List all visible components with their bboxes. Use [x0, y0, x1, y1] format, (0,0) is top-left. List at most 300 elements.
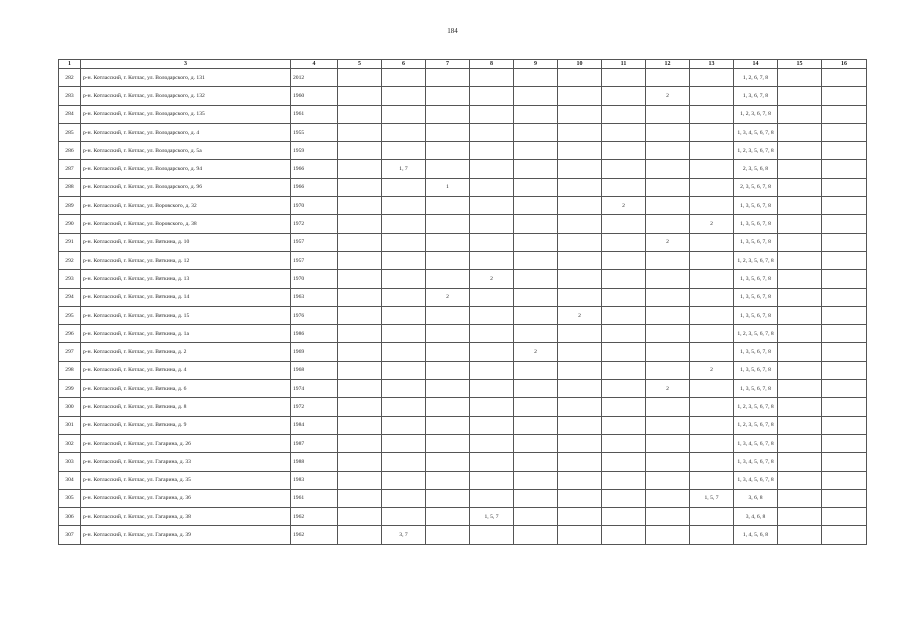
col-11-cell	[602, 160, 646, 178]
col-10-cell	[558, 343, 602, 361]
column-header-16: 16	[822, 60, 867, 69]
col-9-cell	[514, 270, 558, 288]
col-8-cell	[470, 87, 514, 105]
col-7-cell	[426, 453, 470, 471]
col-14-cell: 1, 3, 4, 5, 6, 7, 8	[734, 434, 778, 452]
col-14-cell: 2, 3, 5, 6, 7, 8	[734, 178, 778, 196]
col-7-cell	[426, 471, 470, 489]
col-5-cell	[338, 69, 382, 87]
col-9-cell	[514, 251, 558, 269]
col-12-cell	[646, 197, 690, 215]
table-row	[59, 325, 867, 343]
col-5-cell	[338, 233, 382, 251]
year-cell: 1955	[291, 123, 338, 141]
address-cell: р-н. Котласский, г. Котлас, ул. Вяткина, д. 13	[81, 270, 291, 288]
col-14-cell: 1, 3, 4, 5, 6, 7, 8	[734, 453, 778, 471]
col-7-cell	[426, 142, 470, 160]
table-row	[59, 197, 867, 215]
column-header-1: 1	[59, 60, 81, 69]
table-row	[59, 251, 867, 269]
header-row	[59, 60, 867, 69]
col-14-cell: 1, 3, 5, 6, 7, 8	[734, 380, 778, 398]
col-13-cell	[690, 69, 734, 87]
year-cell: 1972	[291, 215, 338, 233]
col-9-cell	[514, 105, 558, 123]
row-number: 294	[59, 288, 81, 306]
address-cell: р-н. Котласский, г. Котлас, ул. Володарского, д. 5а	[81, 142, 291, 160]
col-13-cell: 2	[690, 361, 734, 379]
address-cell: р-н. Котласский, г. Котлас, ул. Гагарина, д. 35	[81, 471, 291, 489]
row-number: 286	[59, 142, 81, 160]
col-8-cell	[470, 398, 514, 416]
col-5-cell	[338, 508, 382, 526]
row-number: 287	[59, 160, 81, 178]
col-5-cell	[338, 251, 382, 269]
col-16-cell	[822, 215, 867, 233]
col-13-cell	[690, 197, 734, 215]
col-15-cell	[778, 142, 822, 160]
col-10-cell	[558, 178, 602, 196]
col-16-cell	[822, 197, 867, 215]
col-13-cell	[690, 87, 734, 105]
col-12-cell	[646, 489, 690, 507]
column-header-15: 15	[778, 60, 822, 69]
col-13-cell	[690, 416, 734, 434]
col-7-cell	[426, 434, 470, 452]
col-5-cell	[338, 142, 382, 160]
col-13-cell: 1, 5, 7	[690, 489, 734, 507]
column-header-5: 5	[338, 60, 382, 69]
col-13-cell	[690, 343, 734, 361]
year-cell: 1972	[291, 398, 338, 416]
col-12-cell	[646, 398, 690, 416]
col-13-cell	[690, 251, 734, 269]
col-7-cell	[426, 343, 470, 361]
col-10-cell	[558, 142, 602, 160]
row-number: 300	[59, 398, 81, 416]
year-cell: 1976	[291, 306, 338, 324]
col-13-cell	[690, 105, 734, 123]
address-cell: р-н. Котласский, г. Котлас, ул. Вяткина, д. 10	[81, 233, 291, 251]
column-header-3: 3	[81, 60, 291, 69]
col-16-cell	[822, 87, 867, 105]
col-12-cell	[646, 215, 690, 233]
col-12-cell	[646, 361, 690, 379]
col-14-cell: 3, 6, 8	[734, 489, 778, 507]
col-8-cell	[470, 489, 514, 507]
col-5-cell	[338, 160, 382, 178]
col-6-cell	[382, 471, 426, 489]
col-10-cell	[558, 123, 602, 141]
col-9-cell	[514, 233, 558, 251]
col-5-cell	[338, 325, 382, 343]
table-row	[59, 69, 867, 87]
year-cell: 1962	[291, 526, 338, 544]
col-9-cell: 2	[514, 343, 558, 361]
col-16-cell	[822, 416, 867, 434]
col-10-cell	[558, 380, 602, 398]
col-10-cell: 2	[558, 306, 602, 324]
col-16-cell	[822, 343, 867, 361]
table-row	[59, 178, 867, 196]
col-15-cell	[778, 306, 822, 324]
col-9-cell	[514, 160, 558, 178]
address-cell: р-н. Котласский, г. Котлас, ул. Воровского, д. 38	[81, 215, 291, 233]
col-5-cell	[338, 270, 382, 288]
row-number: 284	[59, 105, 81, 123]
col-7-cell	[426, 361, 470, 379]
col-9-cell	[514, 361, 558, 379]
col-5-cell	[338, 526, 382, 544]
year-cell: 1984	[291, 416, 338, 434]
year-cell: 1959	[291, 142, 338, 160]
col-8-cell	[470, 215, 514, 233]
row-number: 291	[59, 233, 81, 251]
col-11-cell: 2	[602, 197, 646, 215]
year-cell: 1969	[291, 343, 338, 361]
col-8-cell	[470, 251, 514, 269]
col-12-cell	[646, 306, 690, 324]
col-13-cell	[690, 434, 734, 452]
table-row	[59, 453, 867, 471]
col-15-cell	[778, 288, 822, 306]
col-14-cell: 1, 2, 3, 5, 6, 7, 8	[734, 251, 778, 269]
col-16-cell	[822, 288, 867, 306]
col-15-cell	[778, 123, 822, 141]
col-15-cell	[778, 343, 822, 361]
column-header-8: 8	[470, 60, 514, 69]
col-16-cell	[822, 489, 867, 507]
col-9-cell	[514, 398, 558, 416]
col-9-cell	[514, 123, 558, 141]
col-16-cell	[822, 526, 867, 544]
col-7-cell	[426, 105, 470, 123]
col-8-cell	[470, 306, 514, 324]
row-number: 297	[59, 343, 81, 361]
year-cell: 1961	[291, 105, 338, 123]
row-number: 288	[59, 178, 81, 196]
col-16-cell	[822, 233, 867, 251]
year-cell: 1957	[291, 251, 338, 269]
col-11-cell	[602, 306, 646, 324]
col-11-cell	[602, 398, 646, 416]
col-11-cell	[602, 178, 646, 196]
register-table	[58, 59, 867, 545]
table-row	[59, 434, 867, 452]
col-7-cell	[426, 306, 470, 324]
col-10-cell	[558, 508, 602, 526]
col-8-cell	[470, 69, 514, 87]
address-cell: р-н. Котласский, г. Котлас, ул. Гагарина, д. 36	[81, 489, 291, 507]
col-15-cell	[778, 87, 822, 105]
col-7-cell	[426, 325, 470, 343]
col-11-cell	[602, 361, 646, 379]
col-6-cell	[382, 398, 426, 416]
col-10-cell	[558, 526, 602, 544]
year-cell: 1987	[291, 434, 338, 452]
col-7-cell	[426, 398, 470, 416]
col-16-cell	[822, 306, 867, 324]
col-8-cell	[470, 123, 514, 141]
col-14-cell: 3, 4, 6, 8	[734, 508, 778, 526]
col-10-cell	[558, 105, 602, 123]
col-7-cell	[426, 380, 470, 398]
col-10-cell	[558, 69, 602, 87]
col-16-cell	[822, 251, 867, 269]
row-number: 298	[59, 361, 81, 379]
col-11-cell	[602, 416, 646, 434]
col-8-cell	[470, 471, 514, 489]
col-5-cell	[338, 453, 382, 471]
col-7-cell	[426, 123, 470, 141]
column-header-10: 10	[558, 60, 602, 69]
col-6-cell	[382, 233, 426, 251]
col-10-cell	[558, 325, 602, 343]
col-5-cell	[338, 398, 382, 416]
col-8-cell	[470, 105, 514, 123]
col-11-cell	[602, 508, 646, 526]
table-row	[59, 489, 867, 507]
col-16-cell	[822, 453, 867, 471]
col-9-cell	[514, 508, 558, 526]
col-5-cell	[338, 215, 382, 233]
col-15-cell	[778, 69, 822, 87]
col-15-cell	[778, 178, 822, 196]
col-6-cell	[382, 434, 426, 452]
col-11-cell	[602, 526, 646, 544]
row-number: 296	[59, 325, 81, 343]
col-13-cell: 2	[690, 215, 734, 233]
col-6-cell	[382, 178, 426, 196]
col-11-cell	[602, 453, 646, 471]
row-number: 282	[59, 69, 81, 87]
col-6-cell	[382, 306, 426, 324]
col-14-cell: 1, 3, 5, 6, 7, 8	[734, 288, 778, 306]
col-7-cell	[426, 233, 470, 251]
col-9-cell	[514, 178, 558, 196]
col-13-cell	[690, 178, 734, 196]
col-8-cell	[470, 233, 514, 251]
table-row	[59, 508, 867, 526]
col-12-cell	[646, 343, 690, 361]
col-9-cell	[514, 526, 558, 544]
row-number: 303	[59, 453, 81, 471]
col-12-cell: 2	[646, 380, 690, 398]
col-12-cell	[646, 178, 690, 196]
col-16-cell	[822, 123, 867, 141]
col-7-cell	[426, 508, 470, 526]
col-6-cell	[382, 197, 426, 215]
col-14-cell: 1, 3, 5, 6, 7, 8	[734, 343, 778, 361]
col-11-cell	[602, 215, 646, 233]
column-header-6: 6	[382, 60, 426, 69]
col-16-cell	[822, 325, 867, 343]
col-6-cell	[382, 215, 426, 233]
col-6-cell	[382, 288, 426, 306]
address-cell: р-н. Котласский, г. Котлас, ул. Вяткина, д. 9	[81, 416, 291, 434]
col-10-cell	[558, 453, 602, 471]
col-5-cell	[338, 434, 382, 452]
column-header-14: 14	[734, 60, 778, 69]
year-cell: 1970	[291, 197, 338, 215]
col-8-cell	[470, 178, 514, 196]
table-row	[59, 87, 867, 105]
address-cell: р-н. Котласский, г. Котлас, ул. Вяткина, д. 6	[81, 380, 291, 398]
col-14-cell: 1, 4, 5, 6, 8	[734, 526, 778, 544]
col-8-cell: 2	[470, 270, 514, 288]
col-14-cell: 1, 2, 6, 7, 8	[734, 69, 778, 87]
year-cell: 1968	[291, 361, 338, 379]
col-15-cell	[778, 526, 822, 544]
col-8-cell	[470, 160, 514, 178]
col-5-cell	[338, 306, 382, 324]
col-6-cell	[382, 105, 426, 123]
col-15-cell	[778, 398, 822, 416]
address-cell: р-н. Котласский, г. Котлас, ул. Гагарина, д. 33	[81, 453, 291, 471]
col-10-cell	[558, 489, 602, 507]
col-9-cell	[514, 325, 558, 343]
col-12-cell	[646, 434, 690, 452]
col-9-cell	[514, 416, 558, 434]
table-row	[59, 160, 867, 178]
col-11-cell	[602, 105, 646, 123]
col-13-cell	[690, 398, 734, 416]
col-9-cell	[514, 380, 558, 398]
col-10-cell	[558, 197, 602, 215]
col-12-cell	[646, 270, 690, 288]
address-cell: р-н. Котласский, г. Котлас, ул. Володарского, д. 131	[81, 69, 291, 87]
col-16-cell	[822, 270, 867, 288]
col-16-cell	[822, 69, 867, 87]
row-number: 299	[59, 380, 81, 398]
col-6-cell	[382, 380, 426, 398]
col-9-cell	[514, 489, 558, 507]
col-15-cell	[778, 160, 822, 178]
row-number: 290	[59, 215, 81, 233]
table-row	[59, 105, 867, 123]
col-8-cell	[470, 380, 514, 398]
address-cell: р-н. Котласский, г. Котлас, ул. Вяткина, д. 15	[81, 306, 291, 324]
col-11-cell	[602, 233, 646, 251]
col-16-cell	[822, 142, 867, 160]
year-cell: 1986	[291, 325, 338, 343]
col-15-cell	[778, 453, 822, 471]
col-9-cell	[514, 69, 558, 87]
table-body	[59, 69, 867, 545]
col-16-cell	[822, 105, 867, 123]
row-number: 304	[59, 471, 81, 489]
col-15-cell	[778, 233, 822, 251]
col-11-cell	[602, 270, 646, 288]
col-7-cell	[426, 526, 470, 544]
col-11-cell	[602, 489, 646, 507]
col-14-cell: 1, 3, 4, 5, 6, 7, 8	[734, 471, 778, 489]
address-cell: р-н. Котласский, г. Котлас, ул. Вяткина, д. 8	[81, 398, 291, 416]
col-15-cell	[778, 508, 822, 526]
col-7-cell	[426, 87, 470, 105]
year-cell: 1961	[291, 489, 338, 507]
col-5-cell	[338, 105, 382, 123]
col-13-cell	[690, 325, 734, 343]
col-6-cell	[382, 343, 426, 361]
col-14-cell: 1, 2, 3, 6, 7, 8	[734, 105, 778, 123]
address-cell: р-н. Котласский, г. Котлас, ул. Володарского, д. 132	[81, 87, 291, 105]
row-number: 301	[59, 416, 81, 434]
col-13-cell	[690, 142, 734, 160]
page-number: 184	[447, 27, 458, 35]
table-row	[59, 526, 867, 544]
col-10-cell	[558, 251, 602, 269]
table-row	[59, 398, 867, 416]
table-row	[59, 416, 867, 434]
col-8-cell	[470, 416, 514, 434]
col-13-cell	[690, 380, 734, 398]
col-8-cell	[470, 453, 514, 471]
col-9-cell	[514, 471, 558, 489]
table-row	[59, 142, 867, 160]
col-5-cell	[338, 288, 382, 306]
col-13-cell	[690, 306, 734, 324]
year-cell: 1960	[291, 87, 338, 105]
col-14-cell: 1, 3, 6, 7, 8	[734, 87, 778, 105]
col-15-cell	[778, 489, 822, 507]
col-10-cell	[558, 416, 602, 434]
col-7-cell	[426, 160, 470, 178]
col-12-cell	[646, 251, 690, 269]
col-7-cell: 1	[426, 178, 470, 196]
col-14-cell: 1, 3, 5, 6, 7, 8	[734, 215, 778, 233]
row-number: 292	[59, 251, 81, 269]
col-11-cell	[602, 87, 646, 105]
col-8-cell	[470, 288, 514, 306]
col-15-cell	[778, 471, 822, 489]
row-number: 283	[59, 87, 81, 105]
address-cell: р-н. Котласский, г. Котлас, ул. Гагарина, д. 26	[81, 434, 291, 452]
row-number: 285	[59, 123, 81, 141]
year-cell: 1974	[291, 380, 338, 398]
col-7-cell	[426, 270, 470, 288]
col-9-cell	[514, 288, 558, 306]
table-row	[59, 123, 867, 141]
col-6-cell	[382, 489, 426, 507]
table-row	[59, 343, 867, 361]
col-5-cell	[338, 361, 382, 379]
col-13-cell	[690, 233, 734, 251]
address-cell: р-н. Котласский, г. Котлас, ул. Вяткина, д. 12	[81, 251, 291, 269]
col-9-cell	[514, 306, 558, 324]
col-6-cell	[382, 123, 426, 141]
col-11-cell	[602, 434, 646, 452]
col-5-cell	[338, 178, 382, 196]
col-6-cell	[382, 508, 426, 526]
col-12-cell	[646, 123, 690, 141]
col-15-cell	[778, 325, 822, 343]
col-14-cell: 1, 2, 3, 5, 6, 7, 8	[734, 398, 778, 416]
col-16-cell	[822, 178, 867, 196]
col-14-cell: 1, 3, 5, 6, 7, 8	[734, 197, 778, 215]
table-row	[59, 215, 867, 233]
col-8-cell	[470, 434, 514, 452]
col-13-cell	[690, 453, 734, 471]
col-15-cell	[778, 380, 822, 398]
col-6-cell	[382, 270, 426, 288]
col-16-cell	[822, 508, 867, 526]
col-7-cell	[426, 215, 470, 233]
address-cell: р-н. Котласский, г. Котлас, ул. Воровского, д. 32	[81, 197, 291, 215]
col-13-cell	[690, 508, 734, 526]
col-12-cell	[646, 160, 690, 178]
address-cell: р-н. Котласский, г. Котлас, ул. Вяткина, д. 4	[81, 361, 291, 379]
